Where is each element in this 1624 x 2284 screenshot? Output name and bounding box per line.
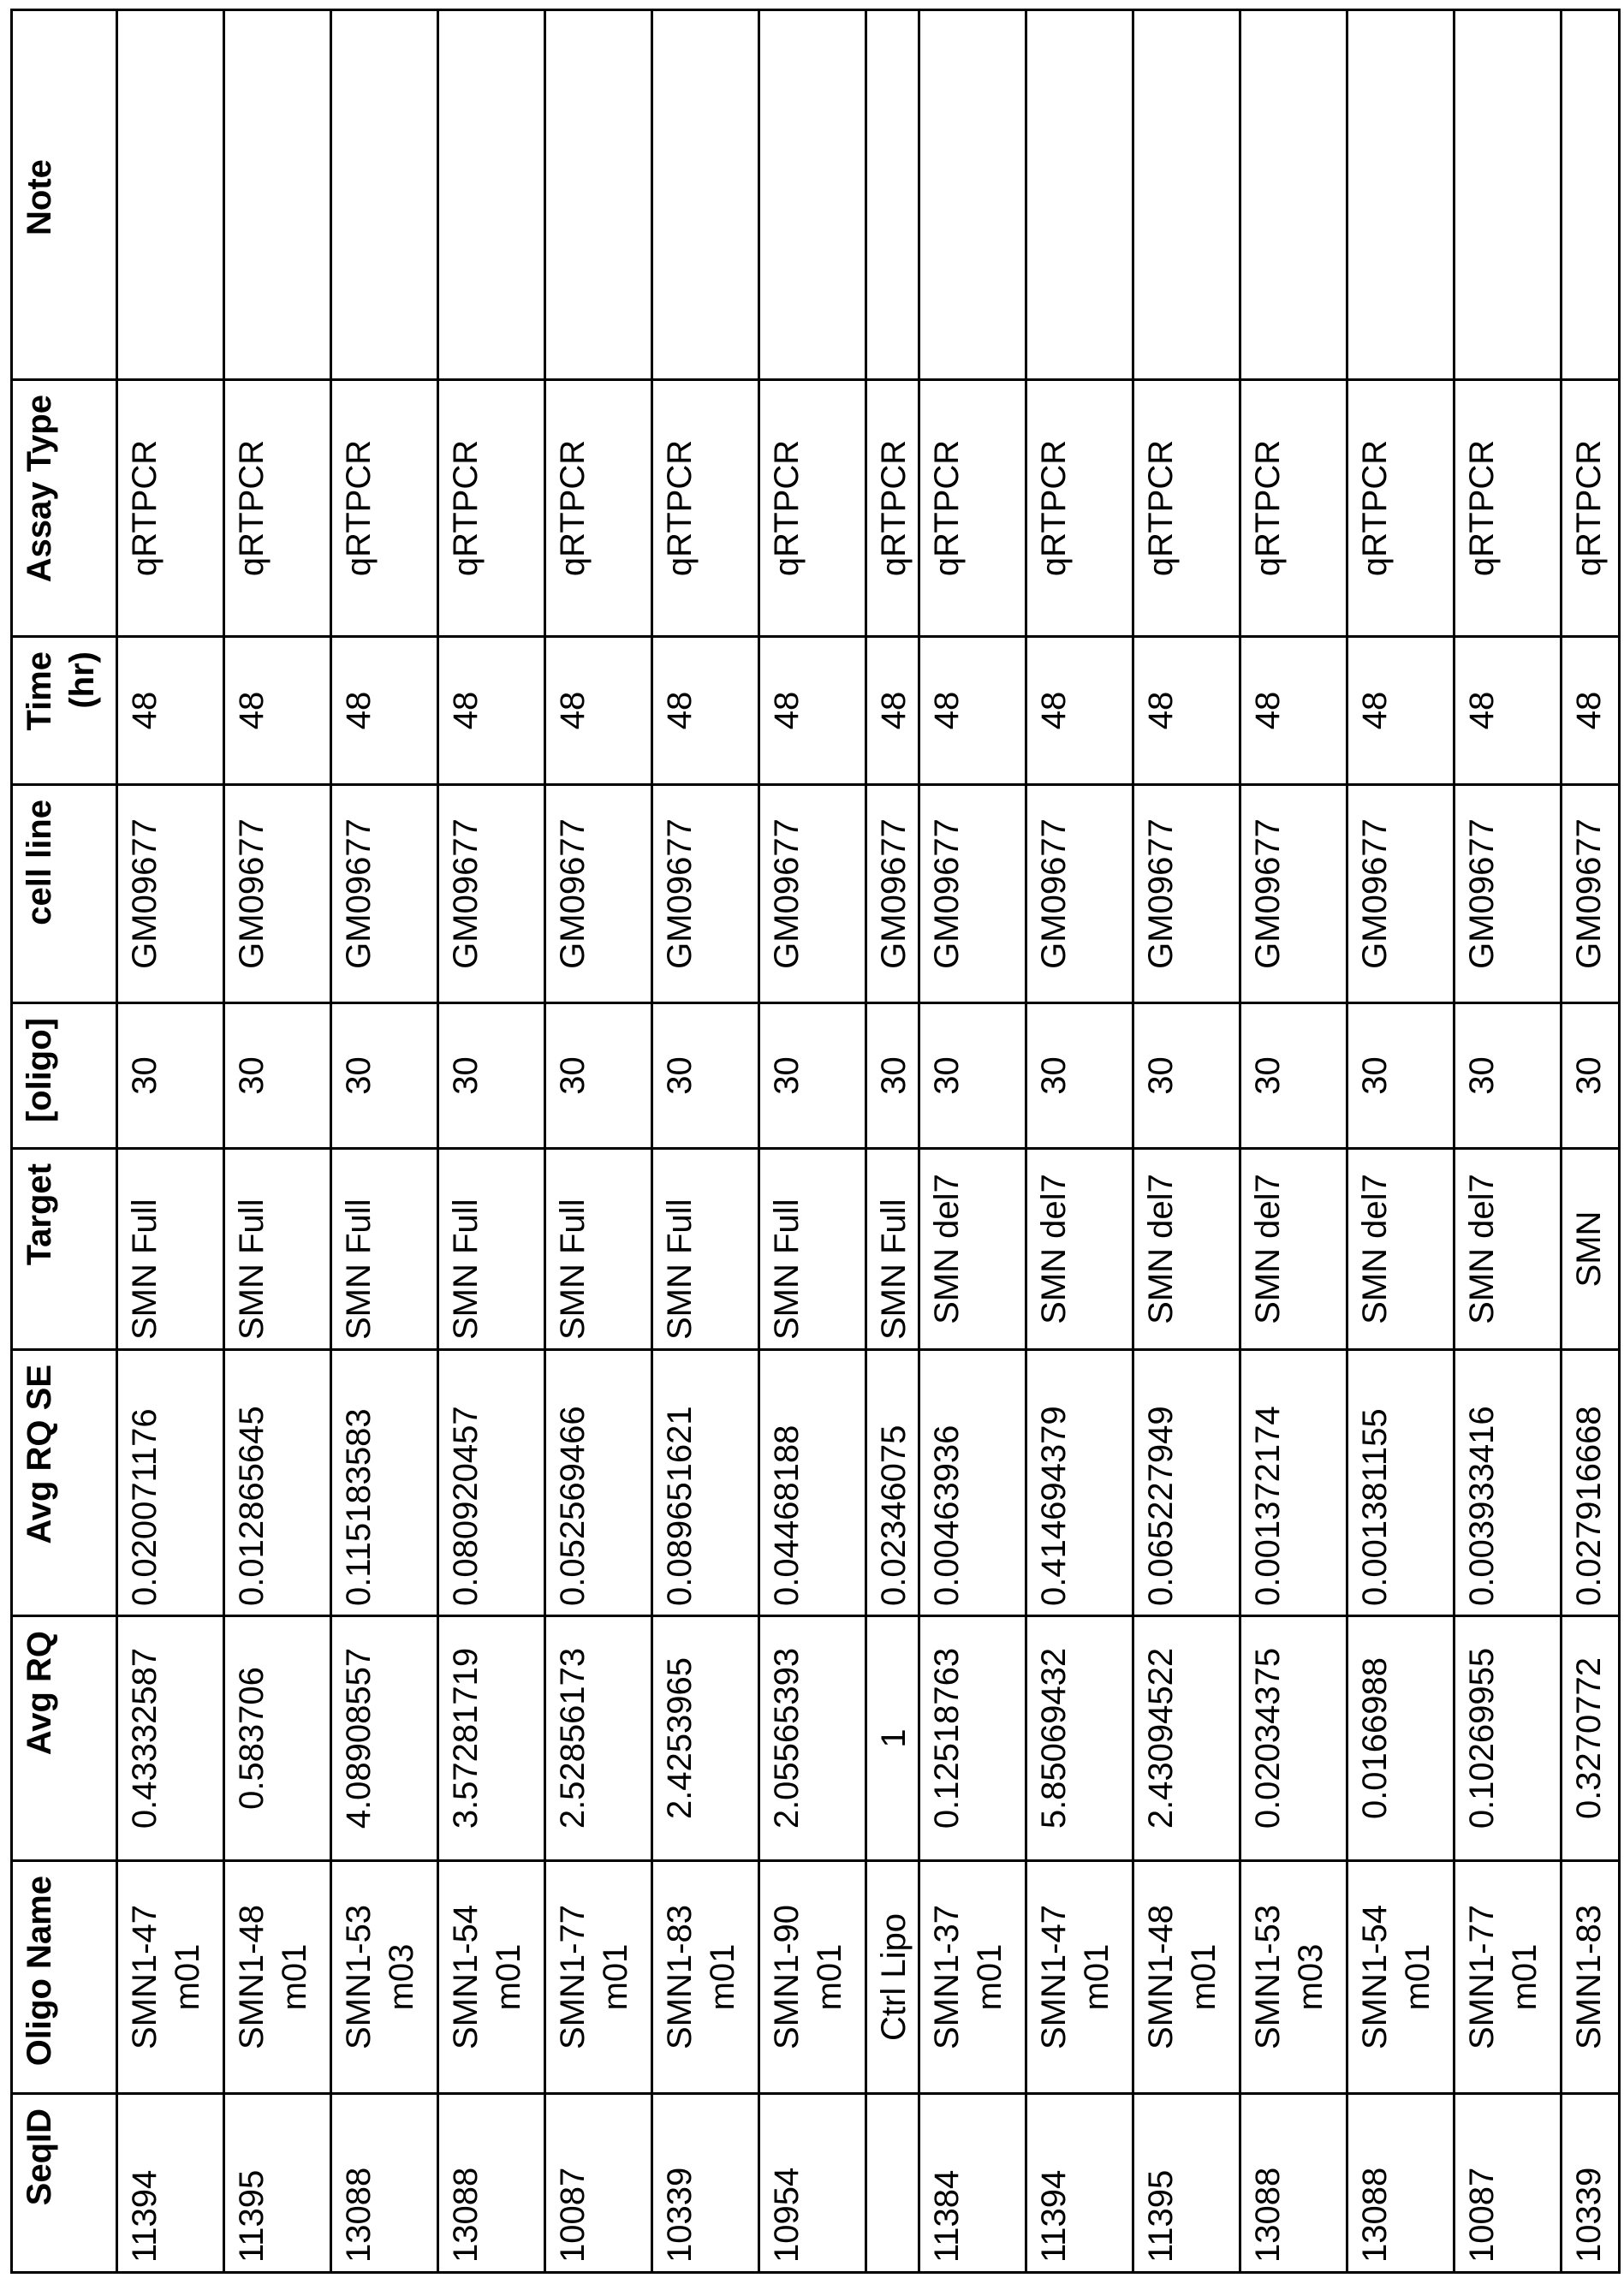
cell-time: 48	[919, 637, 1026, 785]
rotated-page	[0, 0, 1624, 2284]
cell-oligo-conc: 30	[759, 1003, 866, 1149]
cell-note	[1562, 10, 1620, 380]
cell-avg-rq: 2.4253965	[652, 1616, 759, 1861]
cell-note	[1133, 10, 1240, 380]
cell-assay-type: qRTPCR	[117, 380, 224, 637]
table-row	[652, 10, 759, 2273]
cell-time: 48	[1133, 637, 1240, 785]
cell-target: SMN Full	[224, 1149, 331, 1350]
cell-oligo-name: SMN1-77 m01	[545, 1861, 652, 2094]
cell-avg-rq: 0.12518763	[919, 1616, 1026, 1861]
cell-avg-rq: 5.85069432	[1026, 1616, 1133, 1861]
table-row	[919, 10, 1026, 2273]
cell-time: 48	[1026, 637, 1133, 785]
cell-oligo-conc: 30	[652, 1003, 759, 1149]
cell-note	[919, 10, 1026, 380]
table-row	[117, 10, 224, 2273]
cell-assay-type: qRTPCR	[545, 380, 652, 637]
cell-avg-rq-se: 0.020071176	[117, 1350, 224, 1616]
cell-oligo-conc: 30	[1133, 1003, 1240, 1149]
header-oligo-conc: [oligo]	[12, 1003, 117, 1149]
cell-time: 48	[331, 637, 438, 785]
header-seqid: SeqID	[12, 2094, 117, 2273]
cell-seqid: 13088	[1240, 2094, 1347, 2273]
table-row	[438, 10, 545, 2273]
cell-time: 48	[1240, 637, 1347, 785]
cell-oligo-name: SMN1-54 m01	[438, 1861, 545, 2094]
cell-oligo-name: SMN1-47 m01	[117, 1861, 224, 2094]
cell-seqid: 11395	[1133, 2094, 1240, 2273]
cell-oligo-conc: 30	[117, 1003, 224, 1149]
cell-oligo-conc: 30	[1454, 1003, 1562, 1149]
cell-target: SMN del7	[1454, 1149, 1562, 1350]
cell-seqid: 10339	[1562, 2094, 1620, 2273]
cell-assay-type: qRTPCR	[1562, 380, 1620, 637]
cell-oligo-name: SMN1-48 m01	[224, 1861, 331, 2094]
cell-time: 48	[759, 637, 866, 785]
cell-oligo-conc: 30	[1347, 1003, 1454, 1149]
cell-cell-line: GM09677	[866, 785, 919, 1003]
cell-assay-type: qRTPCR	[652, 380, 759, 637]
cell-assay-type: qRTPCR	[224, 380, 331, 637]
cell-note	[652, 10, 759, 380]
cell-assay-type: qRTPCR	[1347, 380, 1454, 637]
cell-seqid: 11384	[919, 2094, 1026, 2273]
table-row	[1240, 10, 1347, 2273]
cell-avg-rq-se: 0.052569466	[545, 1350, 652, 1616]
cell-note	[331, 10, 438, 380]
cell-time: 48	[1562, 637, 1620, 785]
cell-target: SMN del7	[1133, 1149, 1240, 1350]
cell-note	[117, 10, 224, 380]
cell-avg-rq-se: 0.04468188	[759, 1350, 866, 1616]
cell-avg-rq: 4.08908557	[331, 1616, 438, 1861]
cell-oligo-conc: 30	[1026, 1003, 1133, 1149]
cell-time: 48	[1454, 637, 1562, 785]
cell-seqid: 10087	[545, 2094, 652, 2273]
cell-target: SMN Full	[759, 1149, 866, 1350]
cell-avg-rq-se: 0.080920457	[438, 1350, 545, 1616]
cell-cell-line: GM09677	[331, 785, 438, 1003]
cell-avg-rq-se: 0.003933416	[1454, 1350, 1562, 1616]
cell-oligo-name: SMN1-90 m01	[759, 1861, 866, 2094]
cell-note	[1240, 10, 1347, 380]
cell-avg-rq: 1	[866, 1616, 919, 1861]
results-table	[10, 9, 1621, 2274]
cell-oligo-name: Ctrl Lipo	[866, 1861, 919, 2094]
header-avg-rq-se: Avg RQ SE	[12, 1350, 117, 1616]
cell-seqid: 11394	[117, 2094, 224, 2273]
cell-oligo-conc: 30	[438, 1003, 545, 1149]
cell-oligo-name: SMN1-83 m01	[652, 1861, 759, 2094]
cell-target: SMN del7	[919, 1149, 1026, 1350]
cell-seqid: 13088	[1347, 2094, 1454, 2273]
cell-cell-line: GM09677	[759, 785, 866, 1003]
cell-seqid: 10339	[652, 2094, 759, 2273]
cell-cell-line: GM09677	[1026, 785, 1133, 1003]
table-row	[759, 10, 866, 2273]
header-assay-type: Assay Type	[12, 380, 117, 637]
cell-oligo-conc: 30	[1562, 1003, 1620, 1149]
cell-avg-rq-se: 0.02346075	[866, 1350, 919, 1616]
cell-note	[224, 10, 331, 380]
cell-note	[1454, 10, 1562, 380]
cell-avg-rq: 0.583706	[224, 1616, 331, 1861]
cell-cell-line: GM09677	[117, 785, 224, 1003]
cell-cell-line: GM09677	[1562, 785, 1620, 1003]
cell-time: 48	[1347, 637, 1454, 785]
cell-assay-type: qRTPCR	[866, 380, 919, 637]
table-row	[1133, 10, 1240, 2273]
cell-seqid: 13088	[438, 2094, 545, 2273]
cell-avg-rq-se: 0.00463936	[919, 1350, 1026, 1616]
cell-oligo-name: SMN1-83	[1562, 1861, 1620, 2094]
cell-note	[438, 10, 545, 380]
cell-avg-rq: 0.10269955	[1454, 1616, 1562, 1861]
cell-assay-type: qRTPCR	[331, 380, 438, 637]
header-cell-line: cell line	[12, 785, 117, 1003]
table-row	[224, 10, 331, 2273]
cell-assay-type: qRTPCR	[919, 380, 1026, 637]
cell-oligo-conc: 30	[545, 1003, 652, 1149]
cell-oligo-conc: 30	[1240, 1003, 1347, 1149]
cell-oligo-conc: 30	[331, 1003, 438, 1149]
cell-avg-rq: 0.3270772	[1562, 1616, 1620, 1861]
cell-oligo-name: SMN1-37 m01	[919, 1861, 1026, 2094]
cell-note	[866, 10, 919, 380]
cell-oligo-name: SMN1-48 m01	[1133, 1861, 1240, 2094]
table-row	[1026, 10, 1133, 2273]
header-note: Note	[12, 10, 117, 380]
cell-assay-type: qRTPCR	[759, 380, 866, 637]
cell-target: SMN del7	[1240, 1149, 1347, 1350]
cell-time: 48	[224, 637, 331, 785]
cell-seqid: 11394	[1026, 2094, 1133, 2273]
cell-cell-line: GM09677	[224, 785, 331, 1003]
cell-cell-line: GM09677	[1240, 785, 1347, 1003]
cell-avg-rq: 0.02034375	[1240, 1616, 1347, 1861]
cell-note	[1026, 10, 1133, 380]
cell-assay-type: qRTPCR	[438, 380, 545, 637]
cell-note	[1347, 10, 1454, 380]
cell-oligo-conc: 30	[866, 1003, 919, 1149]
cell-time: 48	[117, 637, 224, 785]
cell-note	[759, 10, 866, 380]
cell-cell-line: GM09677	[1133, 785, 1240, 1003]
table-row	[331, 10, 438, 2273]
cell-target: SMN	[1562, 1149, 1620, 1350]
cell-oligo-name: SMN1-53 m03	[331, 1861, 438, 2094]
cell-time: 48	[866, 637, 919, 785]
cell-avg-rq: 2.52856173	[545, 1616, 652, 1861]
cell-cell-line: GM09677	[1347, 785, 1454, 1003]
cell-assay-type: qRTPCR	[1026, 380, 1133, 637]
cell-avg-rq-se: 0.001372174	[1240, 1350, 1347, 1616]
cell-assay-type: qRTPCR	[1240, 380, 1347, 637]
cell-oligo-name: SMN1-77 m01	[1454, 1861, 1562, 2094]
cell-note	[545, 10, 652, 380]
table-row	[545, 10, 652, 2273]
cell-cell-line: GM09677	[919, 785, 1026, 1003]
cell-avg-rq: 2.43094522	[1133, 1616, 1240, 1861]
cell-seqid: 10087	[1454, 2094, 1562, 2273]
cell-time: 48	[652, 637, 759, 785]
header-row	[12, 10, 117, 2273]
cell-target: SMN Full	[866, 1149, 919, 1350]
cell-avg-rq-se: 0.115183583	[331, 1350, 438, 1616]
cell-avg-rq: 3.57281719	[438, 1616, 545, 1861]
cell-target: SMN Full	[331, 1149, 438, 1350]
cell-target: SMN Full	[117, 1149, 224, 1350]
header-oligo-name: Oligo Name	[12, 1861, 117, 2094]
cell-target: SMN Full	[545, 1149, 652, 1350]
cell-seqid: 10954	[759, 2094, 866, 2273]
cell-avg-rq: 0.0166988	[1347, 1616, 1454, 1861]
table-row	[1562, 10, 1620, 2273]
cell-avg-rq-se: 0.089651621	[652, 1350, 759, 1616]
cell-target: SMN del7	[1026, 1149, 1133, 1350]
cell-oligo-name: SMN1-54 m01	[1347, 1861, 1454, 2094]
header-time: Time (hr)	[12, 637, 117, 785]
table-row	[1454, 10, 1562, 2273]
cell-avg-rq-se: 0.001381155	[1347, 1350, 1454, 1616]
cell-seqid: 13088	[331, 2094, 438, 2273]
cell-seqid	[866, 2094, 919, 2273]
cell-oligo-name: SMN1-53 m03	[1240, 1861, 1347, 2094]
table-row	[1347, 10, 1454, 2273]
cell-cell-line: GM09677	[438, 785, 545, 1003]
cell-assay-type: qRTPCR	[1454, 380, 1562, 637]
cell-avg-rq-se: 0.065227949	[1133, 1350, 1240, 1616]
header-avg-rq: Avg RQ	[12, 1616, 117, 1861]
cell-cell-line: GM09677	[545, 785, 652, 1003]
cell-oligo-conc: 30	[919, 1003, 1026, 1149]
cell-oligo-name: SMN1-47 m01	[1026, 1861, 1133, 2094]
cell-avg-rq: 2.05565393	[759, 1616, 866, 1861]
cell-cell-line: GM09677	[1454, 785, 1562, 1003]
cell-target: SMN del7	[1347, 1149, 1454, 1350]
cell-time: 48	[438, 637, 545, 785]
cell-target: SMN Full	[438, 1149, 545, 1350]
cell-target: SMN Full	[652, 1149, 759, 1350]
cell-avg-rq: 0.43332587	[117, 1616, 224, 1861]
header-target: Target	[12, 1149, 117, 1350]
cell-oligo-conc: 30	[224, 1003, 331, 1149]
cell-time: 48	[545, 637, 652, 785]
cell-avg-rq-se: 0.012865645	[224, 1350, 331, 1616]
cell-seqid: 11395	[224, 2094, 331, 2273]
cell-cell-line: GM09677	[652, 785, 759, 1003]
table-row	[866, 10, 919, 2273]
cell-assay-type: qRTPCR	[1133, 380, 1240, 637]
cell-avg-rq-se: 0.414694379	[1026, 1350, 1133, 1616]
cell-avg-rq-se: 0.027916668	[1562, 1350, 1620, 1616]
